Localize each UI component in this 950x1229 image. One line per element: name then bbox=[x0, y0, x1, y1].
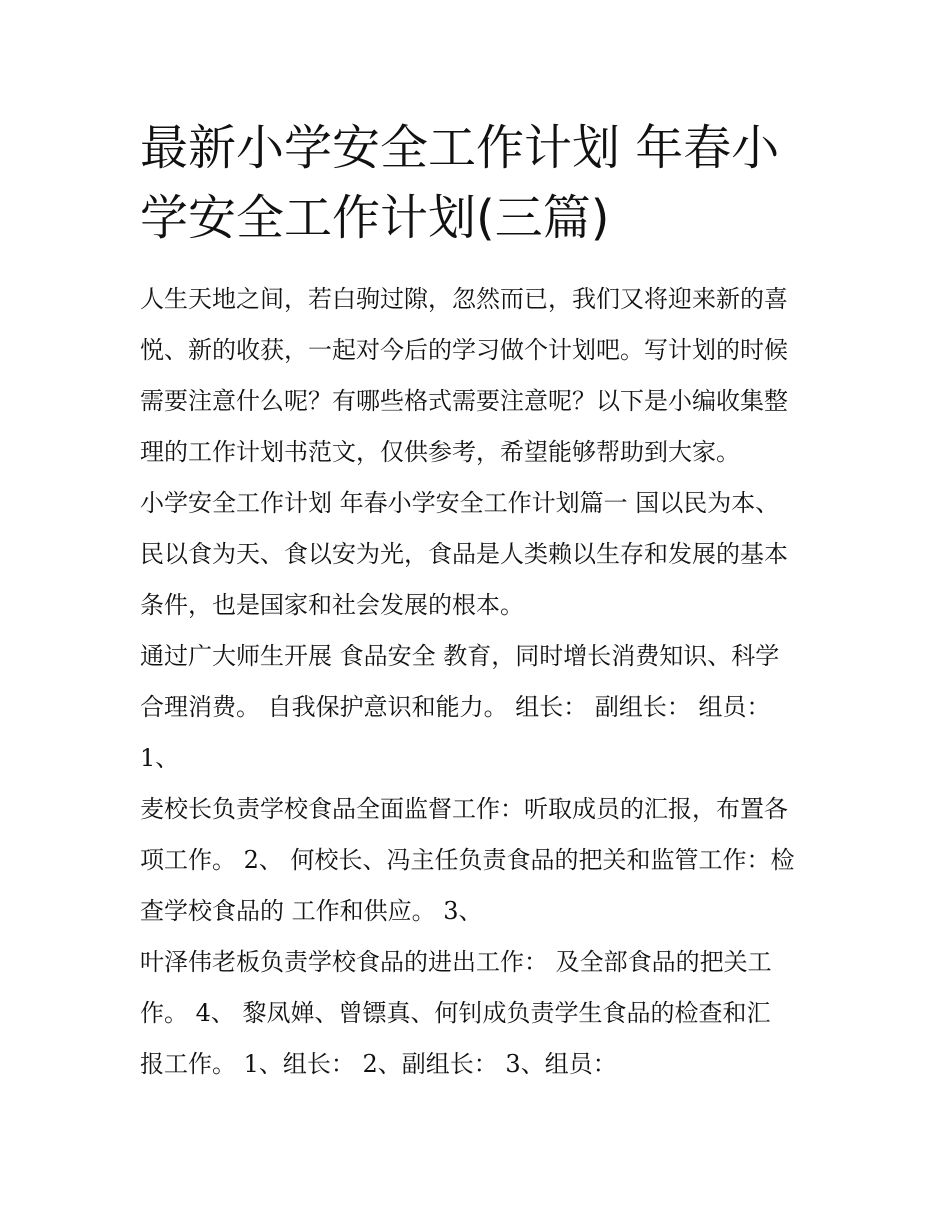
body-line: 合理消费。 自我保护意识和能力。 组长： 副组长： 组员： bbox=[140, 693, 771, 721]
body-line: 报工作。 1、组长： 2、副组长： 3、组员： bbox=[140, 1050, 617, 1078]
body-line: 查学校食品的 工作和供应。 3、 bbox=[140, 897, 483, 925]
body-line: 叶泽伟老板负责学校食品的进出工作： 及全部食品的把关工 bbox=[140, 948, 772, 976]
body-line: 悦、新的收获，一起对今后的学习做个计划吧。写计划的时候 bbox=[140, 336, 788, 364]
body-line: 条件，也是国家和社会发展的根本。 bbox=[140, 591, 524, 619]
body-line: 1、 bbox=[140, 744, 180, 772]
document-title bbox=[140, 113, 820, 253]
body-line: 民以食为天、食以安为光，食品是人类赖以生存和发展的基本 bbox=[140, 540, 788, 568]
body-line: 理的工作计划书范文，仅供参考，希望能够帮助到大家。 bbox=[140, 438, 740, 466]
body-line: 人生天地之间，若白驹过隙，忽然而已，我们又将迎来新的喜 bbox=[140, 285, 788, 313]
title-line-1: 最新小学安全工作计划 年春小 bbox=[140, 120, 780, 176]
body-line: 作。 4、 黎凤婵、曾镖真、何钊成负责学生食品的检查和汇 bbox=[140, 999, 771, 1027]
body-line: 项工作。 2、 何校长、冯主任负责食品的把关和监管工作：检 bbox=[140, 846, 795, 874]
title-line-2: 学安全工作计划(三篇) bbox=[140, 190, 610, 246]
body-line: 小学安全工作计划 年春小学安全工作计划篇一 国以民为本、 bbox=[140, 489, 780, 517]
body-line: 麦校长负责学校食品全面监督工作：听取成员的汇报，布置各 bbox=[140, 795, 788, 823]
document-body bbox=[140, 274, 830, 1090]
body-line: 通过广大师生开展 食品安全 教育，同时增长消费知识、科学 bbox=[140, 642, 780, 670]
body-line: 需要注意什么呢？有哪些格式需要注意呢？以下是小编收集整 bbox=[140, 387, 788, 415]
